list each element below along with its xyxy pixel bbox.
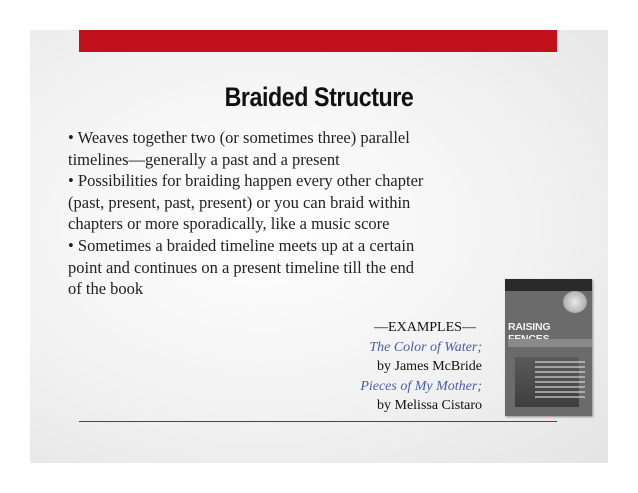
cover-blurb — [535, 361, 585, 401]
top-accent-bar — [79, 30, 557, 52]
cover-subtitle-band — [508, 339, 592, 347]
examples-heading: —EXAMPLES— — [374, 320, 476, 335]
cover-badge — [563, 291, 587, 313]
slide-title: Braided Structure — [224, 82, 414, 112]
cover-top-band — [505, 279, 592, 291]
bullet-3: • Sometimes a braided timeline meets up at a certain point and continues on a present timeline till the end of the book — [68, 235, 415, 299]
bullet-2: • Possibilities for braiding happen every other chapter (past, present, past, present) or you can braid within chapters or more sporadically, like a music score — [68, 171, 424, 234]
book2-title: Pieces of My Mother; — [360, 378, 482, 394]
book1-title: The Color of Water; — [369, 339, 482, 355]
bullet-list — [68, 127, 428, 300]
book2-author: by Melissa Cistaro — [377, 398, 482, 413]
bottom-divider — [79, 421, 557, 422]
cover-title: RAISING — [508, 321, 551, 333]
bullet-1: • Weaves together two (or sometimes three) parallel timelines—generally a past and a present — [68, 128, 410, 169]
book-cover-image — [505, 279, 592, 416]
book1-author: by James McBride — [377, 359, 482, 374]
examples-block — [330, 318, 482, 416]
